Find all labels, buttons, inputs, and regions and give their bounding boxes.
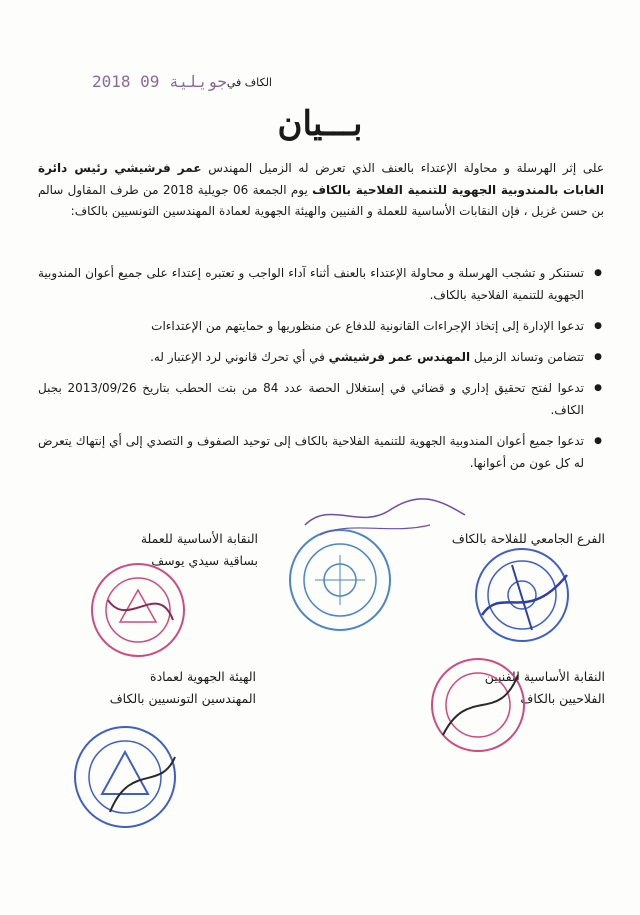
handwritten-signature [300,490,470,540]
central-union-stamp [285,525,395,635]
intro-paragraph [38,158,604,223]
place-label: الكاف في [226,76,272,89]
engineer-name: عمر فرشيشي [114,161,202,175]
signatory-line: الهيئة الجهوية لعمادة [150,669,256,684]
agriculture-branch-stamp [472,545,572,645]
signatory-line: المهندسين التونسيين بالكاف [109,691,256,706]
workers-union-stamp [88,560,188,660]
engineer-role: رئيس دائرة الغابات بالمندوبية الجهوية للتنمية الفلاحية بالكاف [38,161,604,197]
statement-point: ● تتضامن وتساند الزميل المهندس عمر فرشيشي في أي تحرك قانوني لرد الإعتبار له. [38,346,604,368]
statement-points [38,262,604,483]
signatory-engineers-order [56,666,256,710]
signatory-line: النقابة الأساسية للعملة [140,531,258,546]
signatory-line: الفلاحيين بالكاف [520,691,605,706]
statement-point: ● تستنكر و تشجب الهرسلة و محاولة الإعتداء بالعنف أثناء آداء الواجب و تعتبره إعتداء على جميع أعوان المندوبية الجهوية للتنمية الفلاحية بالكاف. [38,262,604,306]
statement-point: ● تدعوا لفتح تحقيق إداري و قضائي في إستغلال الحصة عدد 84 من بتت الحطب بتاريخ 2013/09/26 بجبل الكاف. [38,377,604,421]
statement-point: ● تدعوا الإدارة إلى إتخاذ الإجراءات القانونية للدفاع عن منظوريها و حمايتهم من الإعتداءات [38,315,604,337]
signatory-line: بساقية سيدي يوسف [151,553,258,568]
engineers-order-stamp [70,722,180,832]
dateline [92,68,272,96]
document-title: بـــيان [277,104,363,144]
signatory-line: النقابة الأساسية للفنيين [484,669,605,684]
intro-text-1: على إثر الهرسلة و محاولة الإعتداء بالعنف الذي تعرض له الزميل المهندس [201,161,604,175]
statement-point: ● تدعوا جميع أعوان المندوبية الجهوية للتنمية الفلاحية بالكاف إلى توحيد الصفوف و التصدي إلى أي إنتهاك يتعرض له كل عون من أعوانها. [38,430,604,474]
engineer-name-emphasis: المهندس عمر فرشيشي [328,350,471,364]
date-stamp: 2018 جويلية 09 [92,72,227,91]
signatory-name: الفرع الجامعي للفلاحة بالكاف [451,531,605,546]
intro-text-3: يوم الجمعة 06 جويلية 2018 من طرف المقاول سالم بن حسن غزيل ، فإن النقابات الأساسية للعملة و الفنيين والهيئة الجهوية لعمادة المهندسين التونسيين بالكاف: [38,182,604,218]
technicians-union-stamp [428,655,528,755]
